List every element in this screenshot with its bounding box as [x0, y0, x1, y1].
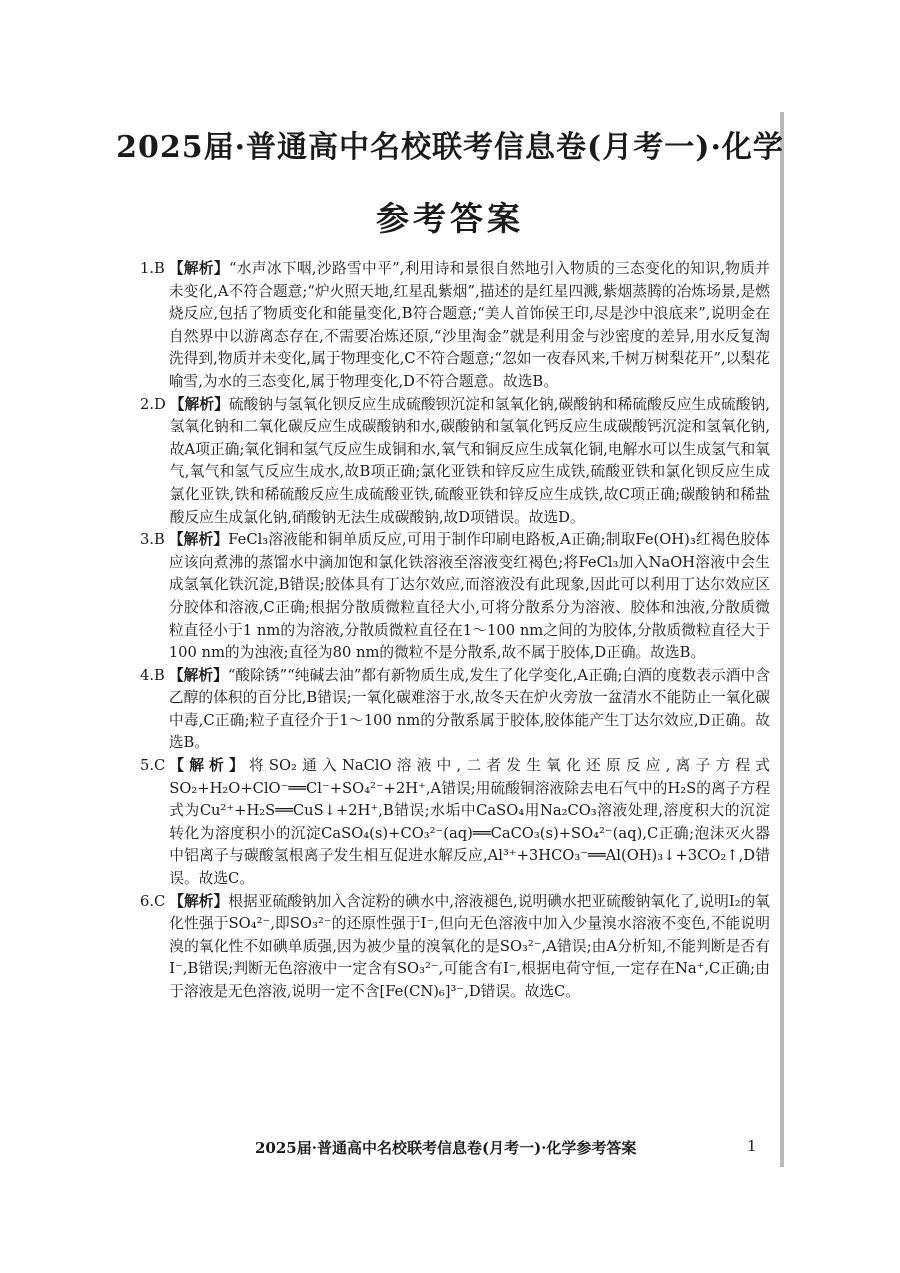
analysis-label: 【解析】 — [169, 892, 229, 910]
analysis-label: 【解析】 — [169, 395, 229, 413]
answer-body — [169, 891, 770, 1004]
answer-text: “水声冰下咽,沙路雪中平”,利用诗和景很自然地引入物质的三态变化的知识,物质并未变化,A不符合题意;“炉火照天地,红星乱紫烟”,描述的是红星四溅,紫烟蒸腾的冶炼场景,是燃烧反应,包括了物质变化和能量变化,B符合题意;“美人首饰侯王印,尽是沙中浪底来”,说明金在自然界中以游离态存在,不需要冶炼还原,“沙里淘金”就是利用金与沙密度的差异,用水反复淘洗得到,物质并未变化,属于物理变化,C不符合题意;“忽如一夜春风来,千树万树梨花开”,以梨花喻雪,为水的三态变化,属于物理变化,D不符合题意。故选B。 — [168, 260, 770, 390]
answer-item — [140, 529, 770, 665]
analysis-label: 【解析】 — [168, 666, 228, 684]
answer-body — [170, 394, 770, 530]
answer-item — [140, 665, 770, 755]
page-footer: 2025届·普通高中名校联考信息卷(月考一)·化学参考答案 — [255, 1139, 637, 1157]
analysis-label: 【解析】 — [168, 531, 229, 549]
page-number: 1 — [747, 1137, 757, 1155]
answer-body — [169, 258, 770, 394]
answer-item — [140, 394, 770, 530]
page-title: 2025届·普通高中名校联考信息卷(月考一)·化学 — [116, 130, 784, 165]
page-edge-shadow — [780, 112, 784, 1167]
answer-number: 1.B — [140, 260, 165, 277]
answer-number: 3.B — [140, 531, 165, 549]
answer-text: 将SO₂通入NaClO溶液中,二者发生氧化还原反应,离子方程式SO₂+H₂O+ClO⁻══Cl⁻+SO₄²⁻+2H⁺,A错误;用硫酸铜溶液除去电石气中的H₂S的离子方程式为Cu²⁺+H₂S══CuS↓+2H⁺,B错误;水垢中CaSO₄用Na₂CO₃溶液处理,溶度积大的沉淀转化为溶度积小的沉淀CaSO₄(s)+CO₃²⁻(aq)══CaCO₃(s)+SO₄²⁻(aq),C正确;泡沫灭火器中铝离子与碳酸氢根离子发生相互促进水解反应,Al³⁺+3HCO₃⁻══Al(OH)₃↓+3CO₂↑,D错误。故选C。 — [169, 757, 770, 888]
answer-text: 硫酸钠与氢氧化钡反应生成硫酸钡沉淀和氢氧化钠,碳酸钠和稀硫酸反应生成硫酸钠,氢氧化钠和二氧化碳反应生成碳酸钠和水,碳酸钠和氢氧化钙反应生成碳酸钙沉淀和氢氧化钠,故A项正确;氧化铜和氢气反应生成铜和水,氧气和铜反应生成氧化铜,电解水可以生成氢气和氧气,氧气和氢气反应生成水,故B项正确;氯化亚铁和锌反应生成铁,硫酸亚铁和氯化钡反应生成氯化亚铁,铁和稀硫酸反应生成硫酸亚铁,硫酸亚铁和锌反应生成铁,故C项正确;碳酸钠和稀盐酸反应生成氯化钠,硝酸钠无法生成碳酸钠,故D项错误。故选D。 — [169, 395, 770, 526]
answer-number: 6.C — [140, 892, 166, 910]
answer-number: 2.D — [140, 395, 166, 413]
answer-body — [169, 755, 770, 891]
answer-text: FeCl₃溶液能和铜单质反应,可用于制作印刷电路板,A正确;制取Fe(OH)₃红褐色胶体应该向煮沸的蒸馏水中滴加饱和氯化铁溶液至溶液变红褐色;将FeCl₃加入NaOH溶液中会生成氢氧化铁沉淀,B错误;胶体具有丁达尔效应,而溶液没有此现象,因此可以利用丁达尔效应区分胶体和溶液,C正确;根据分散质微粒直径大小,可将分散系分为溶液、胶体和浊液,分散质微粒直径小于1 nm的为溶液,分散质微粒直径在1～100 nm之间的为胶体,分散质微粒直径大于100 nm的为浊液;直径为80 nm的微粒不是分散系,故不属于胶体,D正确。故选B。 — [168, 531, 770, 662]
answer-item — [140, 755, 770, 891]
page-subtitle: 参考答案 — [376, 199, 524, 238]
analysis-label: 【解析】 — [169, 757, 249, 775]
answer-number: 4.B — [140, 666, 165, 684]
answer-body — [169, 665, 770, 755]
analysis-label: 【解析】 — [168, 260, 229, 277]
answer-item — [140, 891, 770, 1004]
answer-item — [140, 258, 770, 394]
answer-list — [140, 258, 770, 1004]
answer-body — [169, 529, 770, 665]
answer-text: 根据亚硫酸钠加入含淀粉的碘水中,溶液褪色,说明碘水把亚硫酸钠氧化了,说明I₂的氧化性强于SO₄²⁻,即SO₃²⁻的还原性强于I⁻,但向无色溶液中加入少量溴水溶液不变色,不能说明溴的氧化性不如碘单质强,因为被少量的溴氧化的是SO₃²⁻,A错误;由A分析知,不能判断是否有I⁻,B错误;判断无色溶液中一定含有SO₃²⁻,可能含有I⁻,根据电荷守恒,一定存在Na⁺,C正确;由于溶液是无色溶液,说明一定不含[Fe(CN)₆]³⁻,D错误。故选C。 — [169, 892, 770, 1000]
answer-number: 5.C — [140, 757, 166, 775]
answer-text: “酸除锈”“纯碱去油”都有新物质生成,发生了化学变化,A正确;白酒的度数表示酒中含乙醇的体积的百分比,B错误;一氧化碳难溶于水,故冬天在炉火旁放一盆清水不能防止一氧化碳中毒,C正确;粒子直径介于1～100 nm的分散系属于胶体,胶体能产生丁达尔效应,D正确。故选B。 — [168, 666, 770, 752]
